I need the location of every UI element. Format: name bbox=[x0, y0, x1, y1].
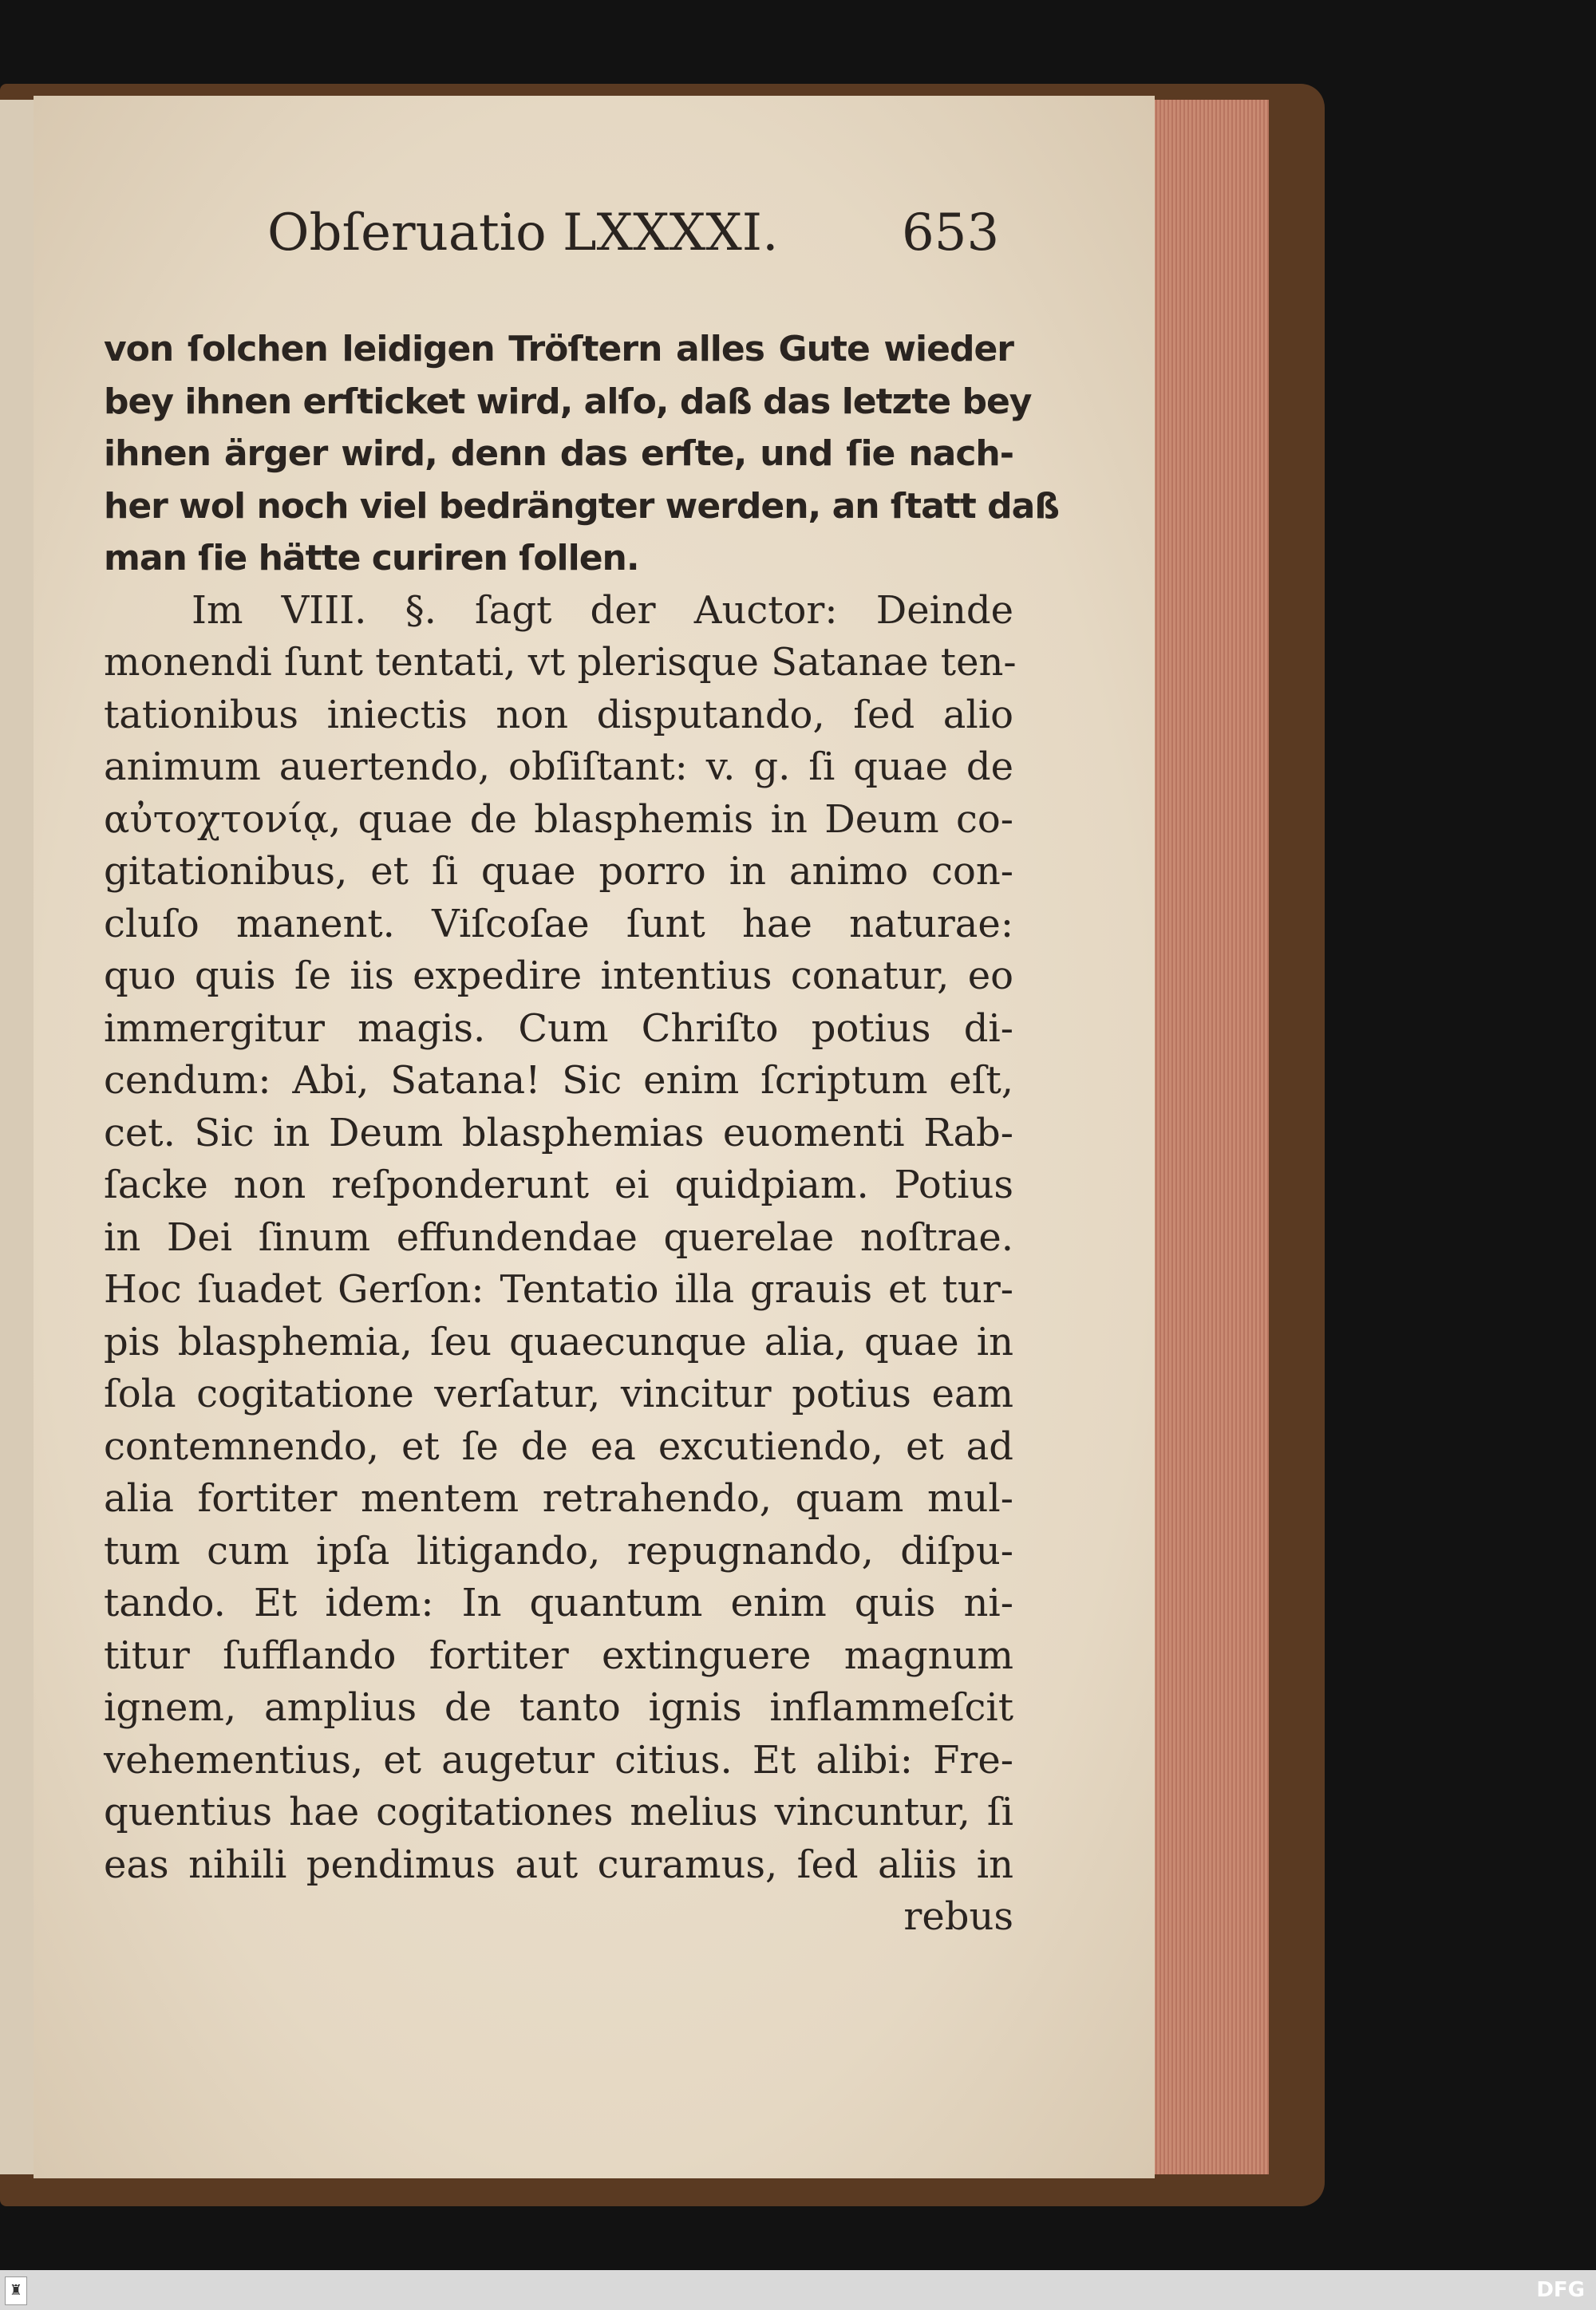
text-line: pis blasphemia, ſeu quaecunque alia, quae in bbox=[104, 1319, 1013, 1364]
page-number: 653 bbox=[902, 203, 1000, 263]
left-page-edge bbox=[0, 100, 34, 2174]
text-line: gitationibus, et ſi quae porro in animo con- bbox=[104, 849, 1013, 894]
text-line: ignem, amplius de tanto ignis inflammeſcit bbox=[104, 1685, 1013, 1730]
text-line: ſacke non reſponderunt ei quidpiam. Potius bbox=[104, 1163, 1013, 1207]
text-line: tationibus iniectis non disputando, ſed alio bbox=[104, 692, 1013, 737]
text-line: vehementius, et augetur citius. Et alibi: Fre- bbox=[104, 1737, 1013, 1783]
text-line: cendum: Abi, Satana! Sic enim ſcriptum eſt, bbox=[104, 1058, 1013, 1103]
text-line: ihnen ärger wird, denn das erſte, und ſie nach- bbox=[104, 433, 1013, 474]
text-line: her wol noch viel bedrängter werden, an ſtatt daß bbox=[104, 485, 1059, 527]
page-body bbox=[104, 323, 1059, 1944]
text-line: titur ſufflando fortiter extinguere magnum bbox=[104, 1633, 1013, 1678]
text-line: quentius hae cogitationes melius vincuntur, ſi bbox=[104, 1790, 1013, 1834]
text-line: man ſie hätte curiren ſollen. bbox=[104, 538, 639, 578]
text-line: tum cum ipſa litigando, repugnando, diſpu- bbox=[104, 1528, 1013, 1574]
text-line: contemnendo, et ſe de ea excutiendo, et ad bbox=[104, 1424, 1013, 1469]
text-line: Hoc ſuadet Gerſon: Tentatio illa grauis et tur- bbox=[104, 1267, 1013, 1312]
text-line: cluſo manent. Viſcoſae ſunt hae naturae: bbox=[104, 901, 1013, 946]
text-line: von ſolchen leidigen Tröſtern alles Gute wieder bbox=[104, 329, 1013, 369]
text-line: tando. Et idem: In quantum enim quis ni- bbox=[104, 1581, 1013, 1625]
running-header: Obſeruatio LXXXXI. bbox=[267, 203, 779, 263]
text-line: in Dei ſinum effundendae querelae noſtrae. bbox=[104, 1214, 1013, 1260]
text-line: animum auertendo, obſiſtant: v. g. ſi quae de bbox=[104, 744, 1013, 789]
dfg-logo: DFG bbox=[1536, 2278, 1585, 2302]
text-line: quo quis ſe iis expedire intentius conatur, eo bbox=[104, 954, 1013, 998]
viewer-footer-bar bbox=[0, 2270, 1596, 2310]
text-line: alia fortiter mentem retrahendo, quam mul- bbox=[104, 1476, 1013, 1521]
text-line: monendi ſunt tentati, vt plerisque Satanae ten- bbox=[104, 640, 1017, 685]
library-logo-icon: ♜ bbox=[5, 2276, 27, 2305]
page-edges bbox=[1149, 100, 1269, 2174]
text-line: αὐτοχτονίᾳ, quae de blasphemis in Deum co- bbox=[104, 796, 1013, 842]
catchword: rebus bbox=[903, 1894, 1013, 1939]
text-line: Im VIII. §. ſagt der Auctor: Deinde bbox=[192, 587, 1013, 633]
text-line: eas nihili pendimus aut curamus, ſed aliis in bbox=[104, 1842, 1013, 1887]
text-line: bey ihnen erſticket wird, alſo, daß das letzte bey bbox=[104, 381, 1032, 422]
text-line: immergitur magis. Cum Chriſto potius di- bbox=[104, 1005, 1013, 1051]
text-line: ſola cogitatione verſatur, vincitur potius eam bbox=[104, 1372, 1013, 1416]
text-line: cet. Sic in Deum blasphemias euomenti Rab- bbox=[104, 1110, 1013, 1155]
